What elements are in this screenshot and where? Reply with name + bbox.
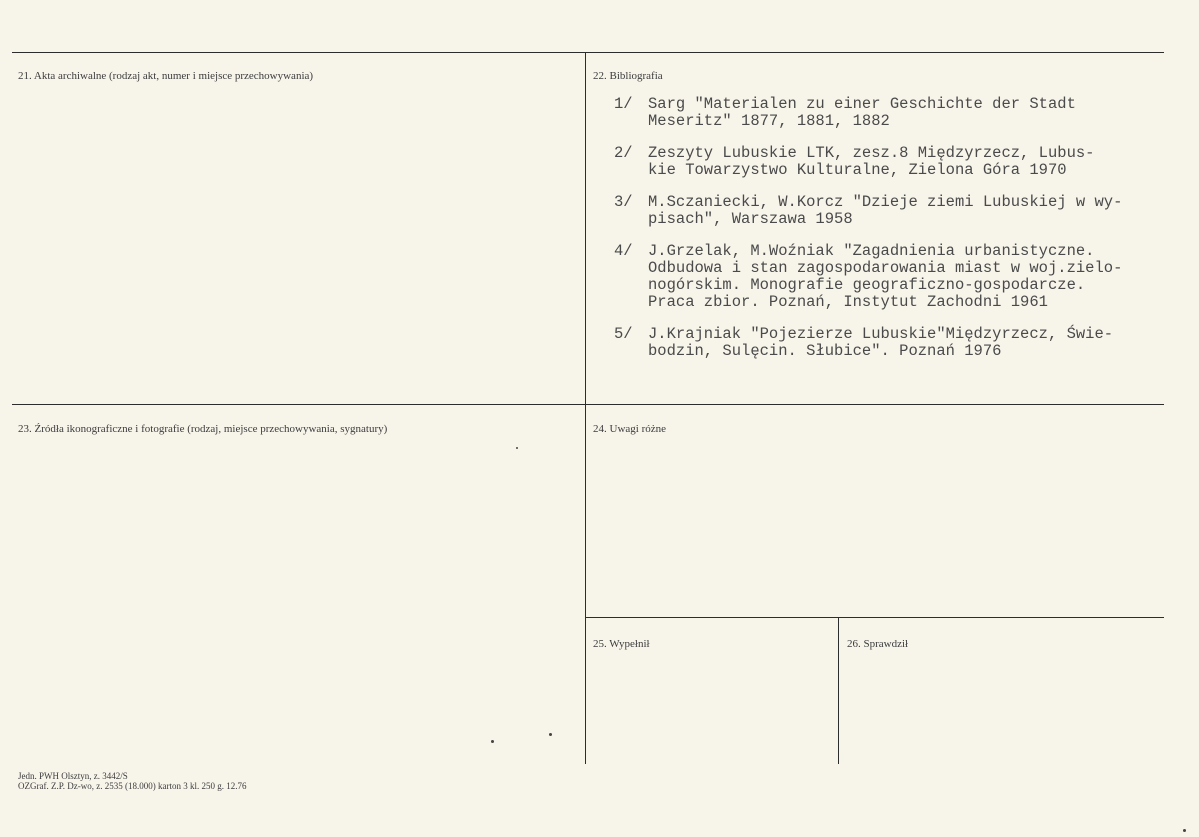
bibliography-entry <box>614 243 1174 311</box>
bibliography-entry <box>614 194 1174 228</box>
ink-speck <box>1183 829 1186 832</box>
bibliography-entry <box>614 326 1174 360</box>
ink-speck <box>491 740 494 743</box>
top-rule <box>12 52 1164 53</box>
entry-number: 1/ <box>614 95 633 113</box>
imprint-line-1: Jedn. PWH Olsztyn, z. 3442/S <box>18 771 128 781</box>
entry-text: J.Krajniak "Pojezierze Lubuskie"Międzyrzecz, Świe- bodzin, Sulęcin. Słubice". Poznań 1976 <box>648 325 1114 360</box>
entry-number: 3/ <box>614 193 633 211</box>
field-25-label: 25. Wypełnił <box>593 638 650 650</box>
signature-divider <box>838 617 839 764</box>
entry-text: J.Grzelak, M.Woźniak "Zagadnienia urbanistyczne. Odbudowa i stan zagospodarowania miast w woj.zielo- nogórskim. Monografie geograficzno-gospodarcze. Praca zbior. Poznań, Instytut Zachodni 1961 <box>648 242 1123 311</box>
ink-speck <box>516 447 518 449</box>
bibliography-list <box>614 96 1174 375</box>
field-23-label: 23. Źródła ikonograficzne i fotografie (rodzaj, miejsce przechowywania, sygnatury) <box>18 423 388 435</box>
middle-rule <box>12 404 1164 405</box>
entry-number: 5/ <box>614 325 633 343</box>
entry-number: 2/ <box>614 144 633 162</box>
center-divider <box>585 52 586 764</box>
ink-speck <box>549 733 552 736</box>
field-24-label: 24. Uwagi różne <box>593 423 667 435</box>
entry-number: 4/ <box>614 242 633 260</box>
printer-imprint <box>18 771 246 791</box>
entry-text: Zeszyty Lubuskie LTK, zesz.8 Międzyrzecz, Lubus- kie Towarzystwo Kulturalne, Zielona Góra 1970 <box>648 144 1095 179</box>
imprint-line-2: OZGraf. Z.P. Dz-wo, z. 2535 (18.000) karton 3 kl. 250 g. 12.76 <box>18 781 247 791</box>
field-22-label: 22. Bibliografia <box>593 70 663 82</box>
bibliography-entry <box>614 96 1174 130</box>
field-26-label: 26. Sprawdził <box>847 638 909 650</box>
entry-text: M.Sczaniecki, W.Korcz "Dzieje ziemi Lubuskiej w wy- pisach", Warszawa 1958 <box>648 193 1123 228</box>
signature-rule <box>586 617 1164 618</box>
bibliography-entry <box>614 145 1174 179</box>
field-21-label: 21. Akta archiwalne (rodzaj akt, numer i miejsce przechowywania) <box>18 70 314 82</box>
entry-text: Sarg "Materialen zu einer Geschichte der Stadt Meseritz" 1877, 1881, 1882 <box>648 95 1076 130</box>
